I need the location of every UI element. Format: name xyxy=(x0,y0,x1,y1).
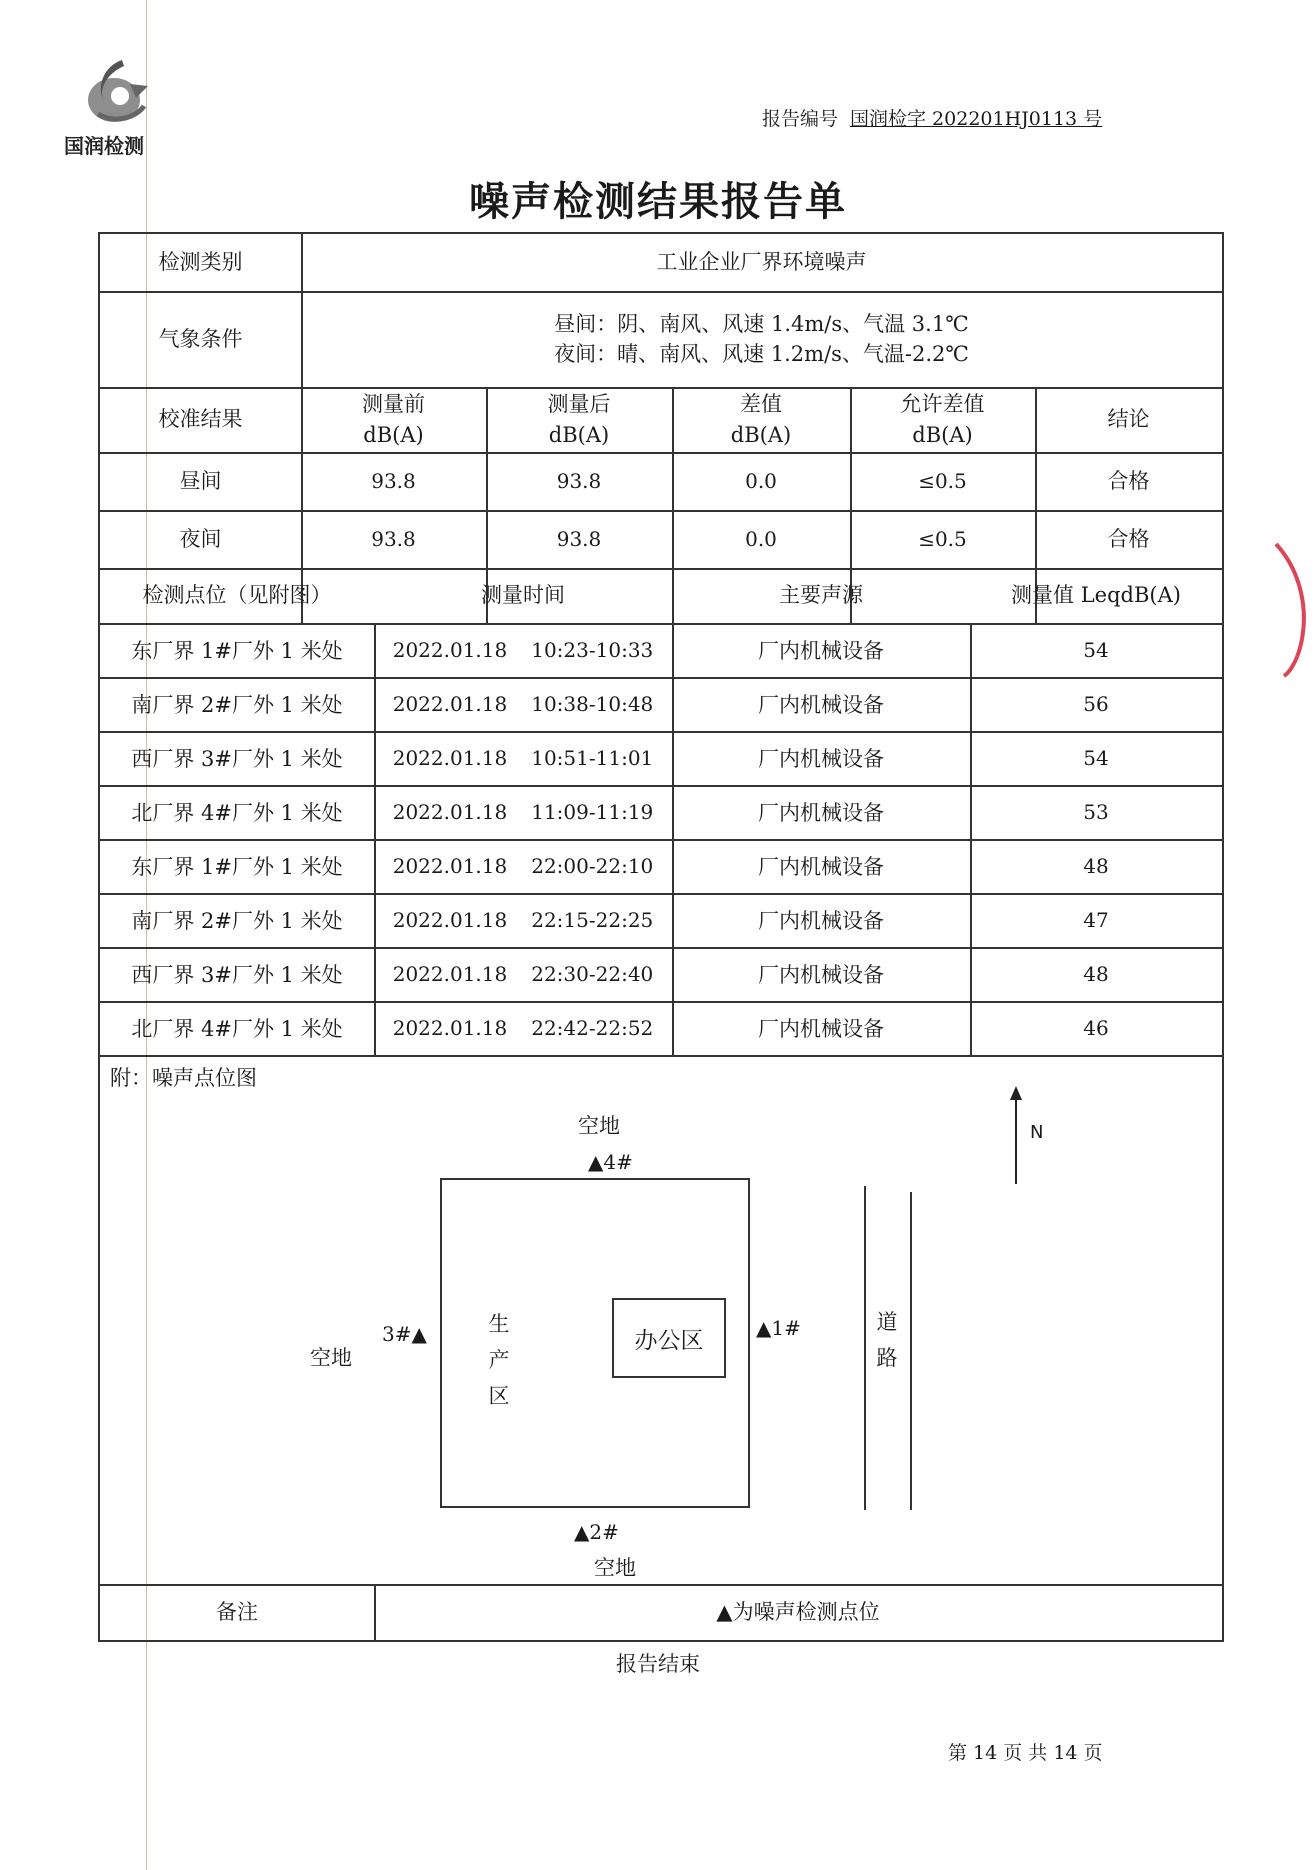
meas-date: 2022.01.18 xyxy=(392,908,508,932)
meas-date: 2022.01.18 xyxy=(392,854,508,878)
diagram-caption: 附：噪声点位图 xyxy=(110,1066,257,1090)
meas-source: 厂内机械设备 xyxy=(758,693,884,717)
meas-time-range: 22:00-22:10 xyxy=(531,854,654,878)
report-number xyxy=(762,104,1102,131)
logo-mark-icon xyxy=(74,56,164,128)
meas-value: 54 xyxy=(1083,638,1109,662)
meas-value: 48 xyxy=(1083,854,1109,878)
meas-time-range: 22:30-22:40 xyxy=(531,962,654,986)
point-2-marker: ▲2# xyxy=(574,1520,619,1544)
meas-value: 54 xyxy=(1083,746,1109,770)
meas-source: 厂内机械设备 xyxy=(758,909,884,933)
meas-time-range: 10:38-10:48 xyxy=(531,692,654,716)
calib-header-diff: 差值 dB(A) xyxy=(730,392,792,447)
meas-date: 2022.01.18 xyxy=(392,962,508,986)
meas-time-range: 11:09-11:19 xyxy=(531,800,654,824)
meas-header-value: 测量值 LeqdB(A) xyxy=(1011,583,1181,608)
pagination: 第 14 页 共 14 页 xyxy=(948,1742,1103,1764)
meas-header-time: 测量时间 xyxy=(481,583,565,608)
category-label: 检测类别 xyxy=(158,250,243,275)
weather-day: 昼间：阴、南风、风速 1.4m/s、气温 3.1℃ xyxy=(554,311,969,336)
calib-header-before: 测量前 dB(A) xyxy=(362,392,425,447)
calib-after: 93.8 xyxy=(556,526,602,551)
meas-point: 北厂界 4#厂外 1 米处 xyxy=(131,1017,343,1041)
report-table xyxy=(98,232,1224,1642)
meas-value: 56 xyxy=(1083,692,1109,716)
category-value: 工业企业厂界环境噪声 xyxy=(656,250,867,275)
calib-diff: 0.0 xyxy=(745,526,777,551)
empty-land-bottom: 空地 xyxy=(594,1556,636,1580)
meas-time xyxy=(374,947,672,1001)
road-line-west xyxy=(864,1186,866,1510)
point-1-marker: ▲1# xyxy=(756,1316,801,1340)
report-number-label: 报告编号 xyxy=(762,108,839,130)
meas-source: 厂内机械设备 xyxy=(758,855,884,879)
weather-label: 气象条件 xyxy=(158,326,243,351)
production-area xyxy=(484,1306,514,1414)
road-label xyxy=(872,1304,902,1376)
meas-time-range: 22:42-22:52 xyxy=(531,1016,654,1040)
meas-date: 2022.01.18 xyxy=(392,638,508,662)
meas-time xyxy=(374,1001,672,1055)
calib-before: 93.8 xyxy=(371,526,416,551)
calib-after: 93.8 xyxy=(556,468,602,493)
meas-time xyxy=(374,731,672,785)
meas-header-point: 检测点位（见附图） xyxy=(142,583,332,608)
calib-header-after: 测量后 dB(A) xyxy=(547,392,611,447)
road-char: 路 xyxy=(876,1346,898,1370)
report-number-value: 国润检字 202201HJ0113 号 xyxy=(850,108,1103,130)
meas-time xyxy=(374,623,672,677)
calib-conclusion: 合格 xyxy=(1107,526,1150,551)
weather-night: 夜间：晴、南风、风速 1.2m/s、气温-2.2℃ xyxy=(554,342,969,366)
empty-land-top: 空地 xyxy=(578,1114,620,1138)
production-char: 区 xyxy=(488,1384,510,1408)
point-4-marker: ▲4# xyxy=(588,1150,633,1174)
meas-source: 厂内机械设备 xyxy=(758,747,884,771)
meas-time xyxy=(374,839,672,893)
logo-text: 国润检测 xyxy=(64,134,144,158)
meas-point: 西厂界 3#厂外 1 米处 xyxy=(131,747,343,771)
meas-point: 东厂界 1#厂外 1 米处 xyxy=(131,855,343,879)
calib-conclusion: 合格 xyxy=(1107,468,1150,493)
production-char: 产 xyxy=(488,1348,510,1372)
remarks-value: ▲为噪声检测点位 xyxy=(716,1599,880,1624)
calib-header-allowed: 允许差值 dB(A) xyxy=(900,392,985,447)
meas-source: 厂内机械设备 xyxy=(758,1017,884,1041)
meas-point: 西厂界 3#厂外 1 米处 xyxy=(131,963,343,987)
calib-allowed: ≤0.5 xyxy=(918,468,967,493)
meas-date: 2022.01.18 xyxy=(392,800,508,824)
company-logo xyxy=(64,56,174,159)
calib-diff: 0.0 xyxy=(745,468,777,493)
calib-period: 昼间 xyxy=(179,468,222,493)
stamp-edge-icon xyxy=(1270,540,1316,680)
road-line-east xyxy=(910,1192,912,1510)
meas-time xyxy=(374,785,672,839)
meas-date: 2022.01.18 xyxy=(392,1016,508,1040)
meas-source: 厂内机械设备 xyxy=(758,963,884,987)
point-3-marker: 3#▲ xyxy=(382,1322,427,1346)
office-area: 办公区 xyxy=(612,1298,726,1378)
meas-time xyxy=(374,677,672,731)
meas-point: 北厂界 4#厂外 1 米处 xyxy=(131,801,343,825)
calib-allowed: ≤0.5 xyxy=(918,526,967,551)
meas-source: 厂内机械设备 xyxy=(758,639,884,663)
meas-date: 2022.01.18 xyxy=(392,692,508,716)
meas-point: 东厂界 1#厂外 1 米处 xyxy=(131,639,343,663)
meas-source: 厂内机械设备 xyxy=(758,801,884,825)
calibration-label: 校准结果 xyxy=(158,407,243,432)
road-char: 道 xyxy=(876,1310,898,1334)
meas-date: 2022.01.18 xyxy=(392,746,508,770)
meas-value: 53 xyxy=(1083,800,1109,824)
row-divider xyxy=(100,1055,1222,1057)
meas-time-range: 10:51-11:01 xyxy=(531,746,654,770)
meas-value: 46 xyxy=(1083,1016,1109,1040)
meas-value: 47 xyxy=(1083,908,1109,932)
meas-header-source: 主要声源 xyxy=(779,583,863,608)
report-end: 报告结束 xyxy=(616,1652,700,1676)
calib-period: 夜间 xyxy=(179,526,222,551)
meas-time-range: 10:23-10:33 xyxy=(531,638,654,662)
meas-point: 南厂界 2#厂外 1 米处 xyxy=(131,909,343,933)
meas-time-range: 22:15-22:25 xyxy=(531,908,654,932)
north-label: N xyxy=(1030,1122,1044,1143)
empty-land-left: 空地 xyxy=(310,1346,352,1370)
calib-before: 93.8 xyxy=(371,468,416,493)
meas-time xyxy=(374,893,672,947)
production-char: 生 xyxy=(488,1312,510,1336)
weather-value xyxy=(301,291,1222,387)
meas-point: 南厂界 2#厂外 1 米处 xyxy=(131,693,343,717)
meas-value: 48 xyxy=(1083,962,1109,986)
calib-header-conclusion: 结论 xyxy=(1107,407,1150,432)
remarks-label: 备注 xyxy=(216,1599,258,1624)
page-title: 噪声检测结果报告单 xyxy=(469,179,847,225)
